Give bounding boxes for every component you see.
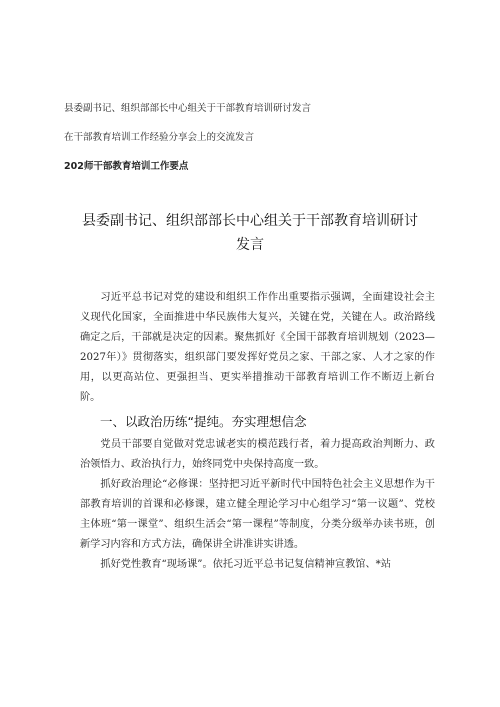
title-line-2: 发言 (236, 237, 264, 253)
paragraph-2: 党员干部要自觉做对党忠诚老实的模范践行者，着力提高政治判断力、政治领悟力、政治执行力，始终同党中央保持高度一致。 (80, 439, 435, 470)
paragraph-3: 抓好政治理论“必修课：坚持把习近平新时代中国特色社会主义思想作为干部教育培训的首课和必修课，建立健全理论学习中心组学习“第一议题”、党校主体班“第一课堂”、组织生活会“第一课程”等制度，分类分级举办读书班，创新学习内容和方式方法，确保讲全讲准讲实讲透。 (80, 479, 435, 550)
document-body (80, 288, 435, 575)
toc-item-3[interactable]: 202师干部教育培训工作要点 (64, 161, 189, 172)
title-line-1: 县委副书记、组织部部长中心组关于干部教育培训研讨 (82, 213, 418, 229)
table-of-contents (64, 102, 464, 189)
paragraph-4: 抓好党性教育“现场课”。依托习近平总书记复信精神宣教馆、*站 (100, 559, 391, 570)
toc-item-1[interactable]: 县委副书记、组织部部长中心组关于干部教育培训研讨发言 (64, 103, 312, 114)
paragraph-intro: 习近平总书记对党的建设和组织工作作出重要指示强调，全面建设社会主义现代化国家，全面推进中华民族伟大复兴，关键在党，关键在人。政治路线确定之后，干部就是决定的因素。聚焦抓好《全国干部教育培训规划（2023—2027年）》贯彻落实，组织部门要发挥好党员之家、干部之家、人才之家的作用，以更高站位、更强担当、更实举措推动干部教育培训工作不断迈上新台阶。 (80, 292, 435, 403)
toc-item-2[interactable]: 在干部教育培训工作经验分享会上的交流发言 (64, 132, 255, 143)
document-title (70, 209, 430, 257)
section-heading-1: 一、以政治历练“提纯。夯实理想信念 (100, 414, 307, 429)
